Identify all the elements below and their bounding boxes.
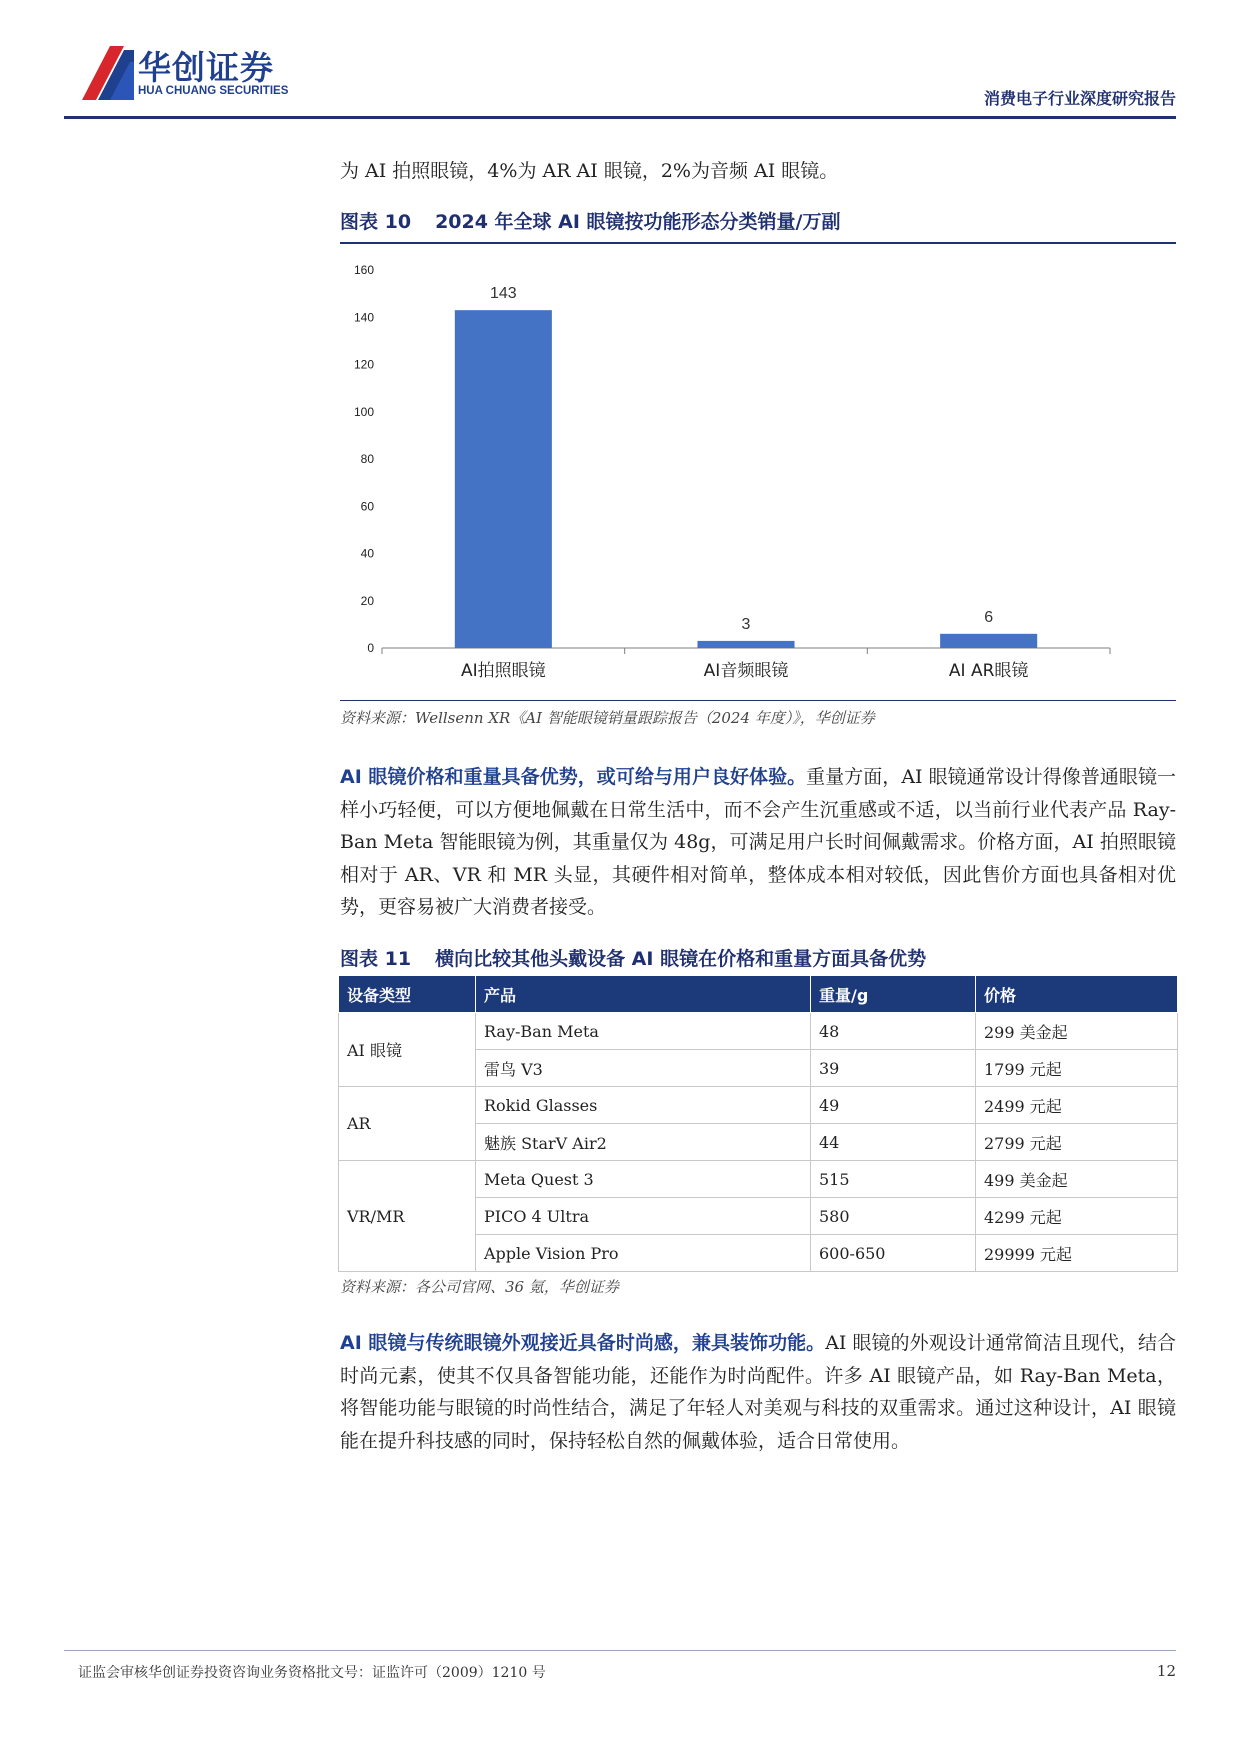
table-header-row	[339, 976, 1178, 1013]
logo-text-cn: 华创证券	[138, 48, 274, 87]
figure-10-caption: 2024 年全球 AI 眼镜按功能形态分类销量/万副	[435, 211, 841, 233]
x-category-label: AI拍照眼镜	[461, 661, 546, 681]
price-cell: 4299 元起	[976, 1198, 1178, 1235]
table-row	[339, 1161, 1178, 1198]
column-header: 重量/g	[811, 976, 976, 1013]
device-type-cell: AI 眼镜	[339, 1013, 476, 1087]
paragraph-price-weight-text: 重量方面，AI 眼镜通常设计得像普通眼镜一样小巧轻便，可以方便地佩戴在日常生活中，而不会产生沉重感或不适，以当前行业代表产品 Ray-Ban Meta 智能眼镜为例，其重量仅为 48g，可满足用户长时间佩戴需求。价格方面，AI 拍照眼镜相对于 AR、VR 和 MR 头显，其硬件相对简单，整体成本相对较低，因此售价方面也具备相对优势，更容易被广大消费者接受。	[340, 766, 1176, 918]
column-header: 产品	[476, 976, 811, 1013]
device-type-cell: VR/MR	[339, 1161, 476, 1272]
y-tick-label: 60	[360, 499, 374, 514]
bar	[697, 641, 794, 648]
product-cell: Apple Vision Pro	[476, 1235, 811, 1272]
product-cell: Ray-Ban Meta	[476, 1013, 811, 1050]
page-number: 12	[1156, 1662, 1176, 1680]
intro-line: 为 AI 拍照眼镜，4%为 AR AI 眼镜，2%为音频 AI 眼镜。	[340, 160, 839, 182]
price-cell: 2799 元起	[976, 1124, 1178, 1161]
figure-11-source: 资料来源：各公司官网、36 氪，华创证券	[340, 1278, 619, 1296]
bar	[940, 634, 1037, 648]
data-label: 143	[489, 285, 517, 303]
paragraph-fashion-lead: AI 眼镜与传统眼镜外观接近具备时尚感，兼具装饰功能。	[340, 1332, 826, 1354]
product-cell: PICO 4 Ultra	[476, 1198, 811, 1235]
report-type-title: 消费电子行业深度研究报告	[983, 89, 1176, 108]
weight-cell: 580	[811, 1198, 976, 1235]
column-header: 设备类型	[339, 976, 476, 1013]
company-logo	[80, 42, 320, 104]
y-tick-label: 40	[360, 546, 374, 561]
x-category-label: AI音频眼镜	[703, 661, 789, 681]
x-category-label: AI AR眼镜	[948, 661, 1029, 681]
product-cell: Rokid Glasses	[476, 1087, 811, 1124]
bar	[455, 310, 552, 648]
price-cell: 2499 元起	[976, 1087, 1178, 1124]
figure-11-number: 图表 11	[340, 948, 412, 970]
weight-cell: 515	[811, 1161, 976, 1198]
comparison-table	[338, 975, 1178, 1272]
y-tick-label: 100	[353, 404, 374, 419]
price-cell: 1799 元起	[976, 1050, 1178, 1087]
product-cell: Meta Quest 3	[476, 1161, 811, 1198]
data-label: 6	[984, 608, 994, 626]
weight-cell: 49	[811, 1087, 976, 1124]
figure-10-title	[340, 207, 1176, 244]
table-row	[339, 1087, 1178, 1124]
paragraph-price-weight-lead: AI 眼镜价格和重量具备优势，或可给与用户良好体验。	[340, 766, 807, 788]
data-label: 3	[741, 615, 751, 633]
weight-cell: 39	[811, 1050, 976, 1087]
paragraph-fashion-text: AI 眼镜的外观设计通常简洁且现代，结合时尚元素，使其不仅具备智能功能，还能作为时尚配件。许多 AI 眼镜产品，如 Ray-Ban Meta，将智能功能与眼镜的时尚性结合，满足了年轻人对美观与科技的双重需求。通过这种设计，AI 眼镜能在提升科技感的同时，保持轻松自然的佩戴体验，适合日常使用。	[340, 1332, 1176, 1452]
column-header: 价格	[976, 976, 1178, 1013]
table-row	[339, 1013, 1178, 1050]
figure-10-number: 图表 10	[340, 211, 412, 233]
product-cell: 雷鸟 V3	[476, 1050, 811, 1087]
paragraph-price-weight	[340, 761, 1176, 924]
bar-chart	[340, 254, 1176, 694]
header-divider	[64, 116, 1176, 119]
figure-11-title	[340, 944, 1176, 979]
y-tick-label: 0	[367, 641, 374, 655]
price-cell: 499 美金起	[976, 1161, 1178, 1198]
paragraph-fashion	[340, 1327, 1176, 1457]
device-type-cell: AR	[339, 1087, 476, 1161]
y-tick-label: 20	[360, 593, 374, 608]
logo-text-en: HUA CHUANG SECURITIES	[138, 85, 289, 97]
weight-cell: 600-650	[811, 1235, 976, 1272]
figure-11-caption: 横向比较其他头戴设备 AI 眼镜在价格和重量方面具备优势	[435, 948, 927, 970]
bar-chart-svg	[340, 254, 1176, 694]
y-tick-label: 160	[353, 263, 374, 277]
figure-10-source: 资料来源：Wellsenn XR《AI 智能眼镜销量跟踪报告（2024 年度）》，华创证券	[340, 700, 1176, 728]
footer-license: 证监会审核华创证券投资咨询业务资格批文号：证监许可（2009）1210 号	[78, 1665, 546, 1681]
y-tick-label: 80	[360, 452, 374, 466]
logo-mark-icon	[80, 42, 136, 102]
weight-cell: 48	[811, 1013, 976, 1050]
price-cell: 299 美金起	[976, 1013, 1178, 1050]
y-tick-label: 120	[353, 357, 374, 372]
weight-cell: 44	[811, 1124, 976, 1161]
price-cell: 29999 元起	[976, 1235, 1178, 1272]
product-cell: 魅族 StarV Air2	[476, 1124, 811, 1161]
footer-divider	[64, 1650, 1176, 1651]
y-tick-label: 140	[353, 310, 374, 325]
